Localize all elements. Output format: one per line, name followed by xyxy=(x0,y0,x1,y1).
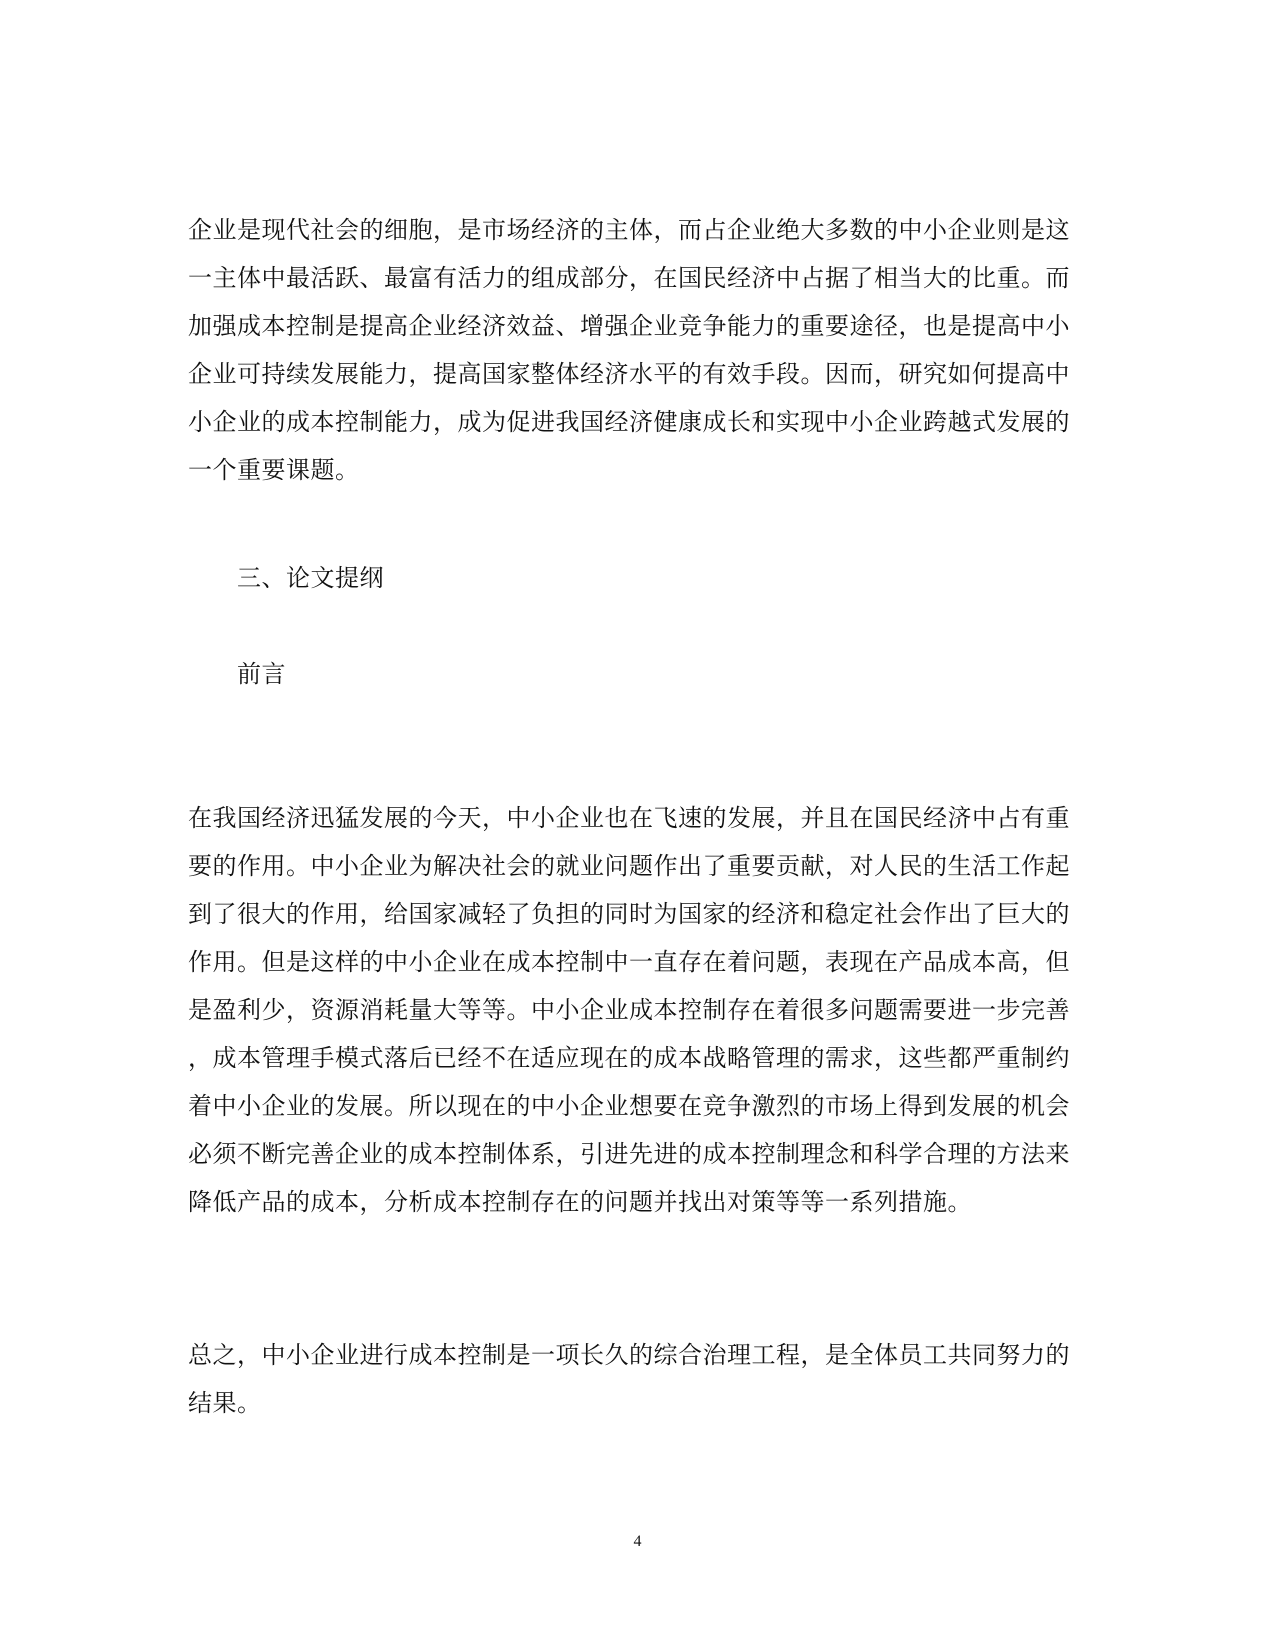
section-heading-preface xyxy=(237,650,1137,698)
heading-text: 前言 xyxy=(237,660,286,688)
body-paragraph-intro xyxy=(188,206,1088,494)
section-heading-outline xyxy=(237,554,1137,602)
heading-text: 三、论文提纲 xyxy=(237,564,384,592)
text-line: 结果。 xyxy=(188,1389,262,1417)
text-line: 一主体中最活跃、最富有活力的组成部分，在国民经济中占据了相当大的比重。而 xyxy=(188,264,1070,292)
text-line: 企业是现代社会的细胞，是市场经济的主体，而占企业绝大多数的中小企业则是这 xyxy=(188,216,1070,244)
text-line: 企业可持续发展能力，提高国家整体经济水平的有效手段。因而，研究如何提高中 xyxy=(188,360,1070,388)
text-line: 作用。但是这样的中小企业在成本控制中一直存在着问题，表现在产品成本高，但 xyxy=(188,948,1070,976)
text-line: 着中小企业的发展。所以现在的中小企业想要在竞争激烈的市场上得到发展的机会 xyxy=(188,1092,1070,1120)
text-line: 一个重要课题。 xyxy=(188,456,360,484)
text-line: 要的作用。中小企业为解决社会的就业问题作出了重要贡献，对人民的生活工作起 xyxy=(188,852,1070,880)
text-line: 必须不断完善企业的成本控制体系，引进先进的成本控制理念和科学合理的方法来 xyxy=(188,1140,1070,1168)
text-line: 总之，中小企业进行成本控制是一项长久的综合治理工程，是全体员工共同努力的 xyxy=(188,1341,1070,1369)
text-line: 是盈利少，资源消耗量大等等。中小企业成本控制存在着很多问题需要进一步完善 xyxy=(188,996,1070,1024)
body-paragraph-conclusion xyxy=(188,1331,1088,1427)
text-line: 加强成本控制是提高企业经济效益、增强企业竞争能力的重要途径，也是提高中小 xyxy=(188,312,1070,340)
body-paragraph-development xyxy=(188,794,1088,1226)
text-line: 到了很大的作用，给国家减轻了负担的同时为国家的经济和稳定社会作出了巨大的 xyxy=(188,900,1070,928)
text-line: ，成本管理手模式落后已经不在适应现在的成本战略管理的需求，这些都严重制约 xyxy=(188,1044,1070,1072)
page-number: 4 xyxy=(633,1533,642,1550)
text-line: 在我国经济迅猛发展的今天，中小企业也在飞速的发展，并且在国民经济中占有重 xyxy=(188,804,1070,832)
text-line: 降低产品的成本，分析成本控制存在的问题并找出对策等等一系列措施。 xyxy=(188,1188,972,1216)
text-line: 小企业的成本控制能力，成为促进我国经济健康成长和实现中小企业跨越式发展的 xyxy=(188,408,1070,436)
